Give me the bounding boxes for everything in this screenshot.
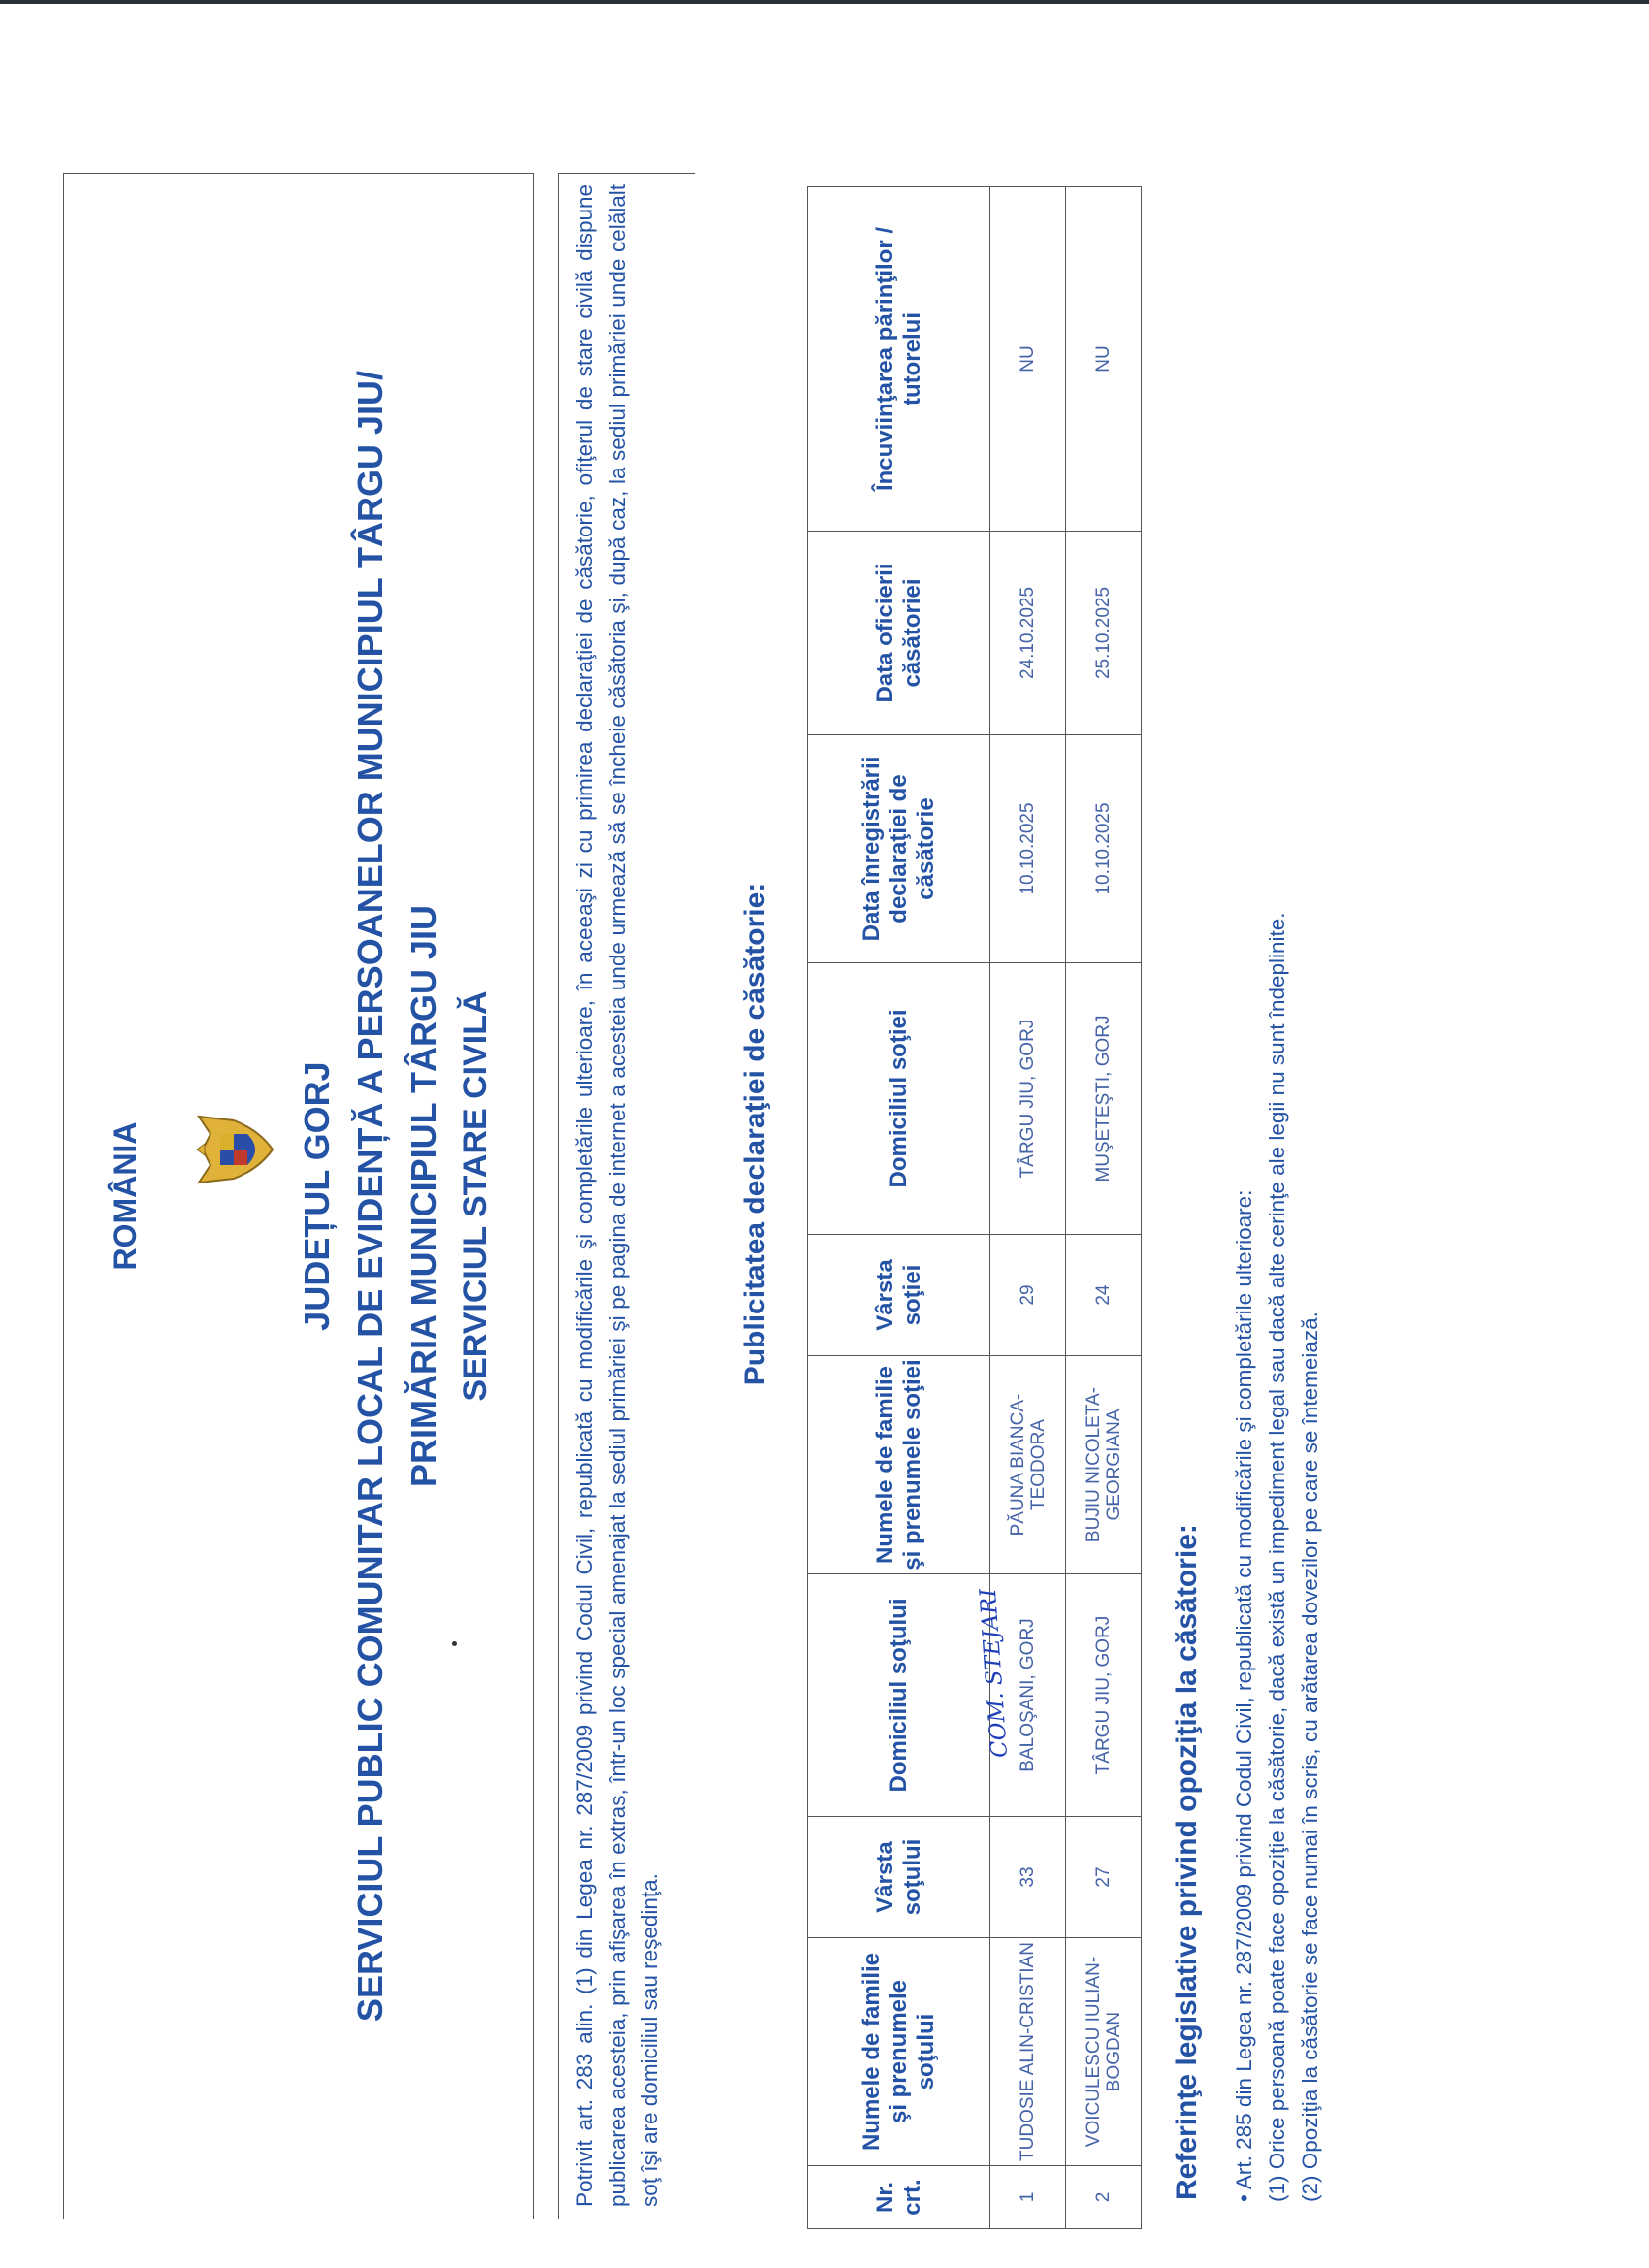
- column-header-registration-date: Data înregistrării declaraţiei de căsătorie: [808, 735, 990, 963]
- cell-wife-age: 29: [990, 1235, 1066, 1356]
- cell-marriage-date: 24.10.2025: [990, 532, 1066, 735]
- column-header-wife-name: Numele de familie şi prenumele soţiei: [808, 1356, 990, 1574]
- cell-husband-age: 27: [1066, 1817, 1142, 1938]
- legal-notice-text: Potrivit art. 283 alin. (1) din Legea nr. 287/2009 privind Codul Civil, republicată cu modificările şi completările ulterioare, în aceeaşi zi cu primirea declaraţiei de căsătorie, ofiţerul de stare civilă dispune publicarea acesteia, prin afişarea în extras, într-un loc special amenajat la sediul primăriei şi pe pagina de internet a acesteia unde urmează să se încheie căsătoria şi, după caz, la sediul primăriei unde celălalt soţ îşi are domiciliul sau reşedinţa.: [572, 184, 662, 2207]
- cell-wife-name: PĂUNA BIANCA-TEODORA: [990, 1356, 1066, 1574]
- publication-title: Publicitatea declaraţiei de căsătorie:: [739, 882, 771, 1386]
- column-header-marriage-date: Data oficierii căsătoriei: [808, 532, 990, 735]
- cell-registration-date: 10.10.2025: [1066, 735, 1142, 963]
- cell-marriage-date: 25.10.2025: [1066, 532, 1142, 735]
- scan-speck: [452, 1641, 457, 1646]
- cell-husband-age: 33: [990, 1817, 1066, 1938]
- romania-coat-of-arms-icon: [195, 1111, 275, 1188]
- department-heading: SERVICIUL STARE CIVILĂ: [457, 990, 494, 1402]
- table-row: [1066, 187, 1142, 2229]
- marriage-declarations-table: [807, 186, 1142, 2229]
- column-header-wife-home: Domiciliul soţiei: [808, 963, 990, 1235]
- table-header-row: [808, 187, 990, 2229]
- column-header-husband-home: Domiciliul soţului: [808, 1574, 990, 1817]
- county-heading: JUDEȚUL GORJ: [297, 1061, 337, 1331]
- city-hall-heading: PRIMĂRIA MUNICIPIUL TÂRGU JIU: [404, 905, 443, 1488]
- cell-wife-name: BUJIU NICOLETA-GEORGIANA: [1066, 1356, 1142, 1574]
- cell-husband-name: VOICULESCU IULIAN-BOGDAN: [1066, 1938, 1142, 2166]
- cell-wife-home: TÂRGU JIU, GORJ: [990, 963, 1066, 1235]
- cell-husband-name: TUDOSIE ALIN-CRISTIAN: [990, 1938, 1066, 2166]
- column-header-husband-age: Vârsta soţului: [808, 1817, 990, 1938]
- cell-parental-consent: NU: [990, 187, 1066, 532]
- cell-wife-age: 24: [1066, 1235, 1142, 1356]
- service-heading: SERVICIUL PUBLIC COMUNITAR LOCAL DE EVIDENȚĂ A PERSOANELOR MUNICIPIUL TÂRGU JIU/: [350, 370, 390, 2023]
- cell-husband-home: TÂRGU JIU, GORJ: [1066, 1574, 1142, 1817]
- cell-nr: 1: [990, 2166, 1066, 2229]
- header-box: [63, 173, 534, 2219]
- references-title: Referinţe legislative privind opoziţia la căsătorie:: [1171, 1524, 1203, 2200]
- column-header-nr: Nr. crt.: [808, 2166, 990, 2229]
- cell-wife-home: MUŞETEŞTI, GORJ: [1066, 963, 1142, 1235]
- cell-registration-date: 10.10.2025: [990, 735, 1066, 963]
- column-header-husband-name: Numele de familie şi prenumele soţului: [808, 1938, 990, 2166]
- reference-paragraph-1: (1) Orice persoană poate face opoziţie la căsătorie, dacă există un impediment legal sau dacă alte cerinţe ale legii nu sunt îndeplinite.: [1265, 912, 1289, 2202]
- country-heading: ROMÂNIA: [108, 1121, 143, 1271]
- reference-article-line: • Art. 285 din Legea nr. 287/2009 privind Codul Civil, republicată cu modificările şi completările ulterioare:: [1232, 1189, 1256, 2202]
- column-header-parental-consent: Încuviinţarea părinţilor / tutorelui: [808, 187, 990, 532]
- legal-notice-box: [558, 173, 695, 2219]
- handwritten-annotation: COM. STEJARI: [975, 1587, 1014, 1759]
- column-header-wife-age: Vârsta soţiei: [808, 1235, 990, 1356]
- table-row: [990, 187, 1066, 2229]
- cell-husband-home-text: BALOŞANI, GORJ: [1018, 1618, 1038, 1772]
- reference-paragraph-2: (2) Opoziţia la căsătorie se face numai în scris, cu arătarea dovezilor pe care se întemeiază.: [1298, 1312, 1322, 2202]
- cell-nr: 2: [1066, 2166, 1142, 2229]
- cell-parental-consent: NU: [1066, 187, 1142, 532]
- cell-husband-home: [975, 1574, 1066, 1817]
